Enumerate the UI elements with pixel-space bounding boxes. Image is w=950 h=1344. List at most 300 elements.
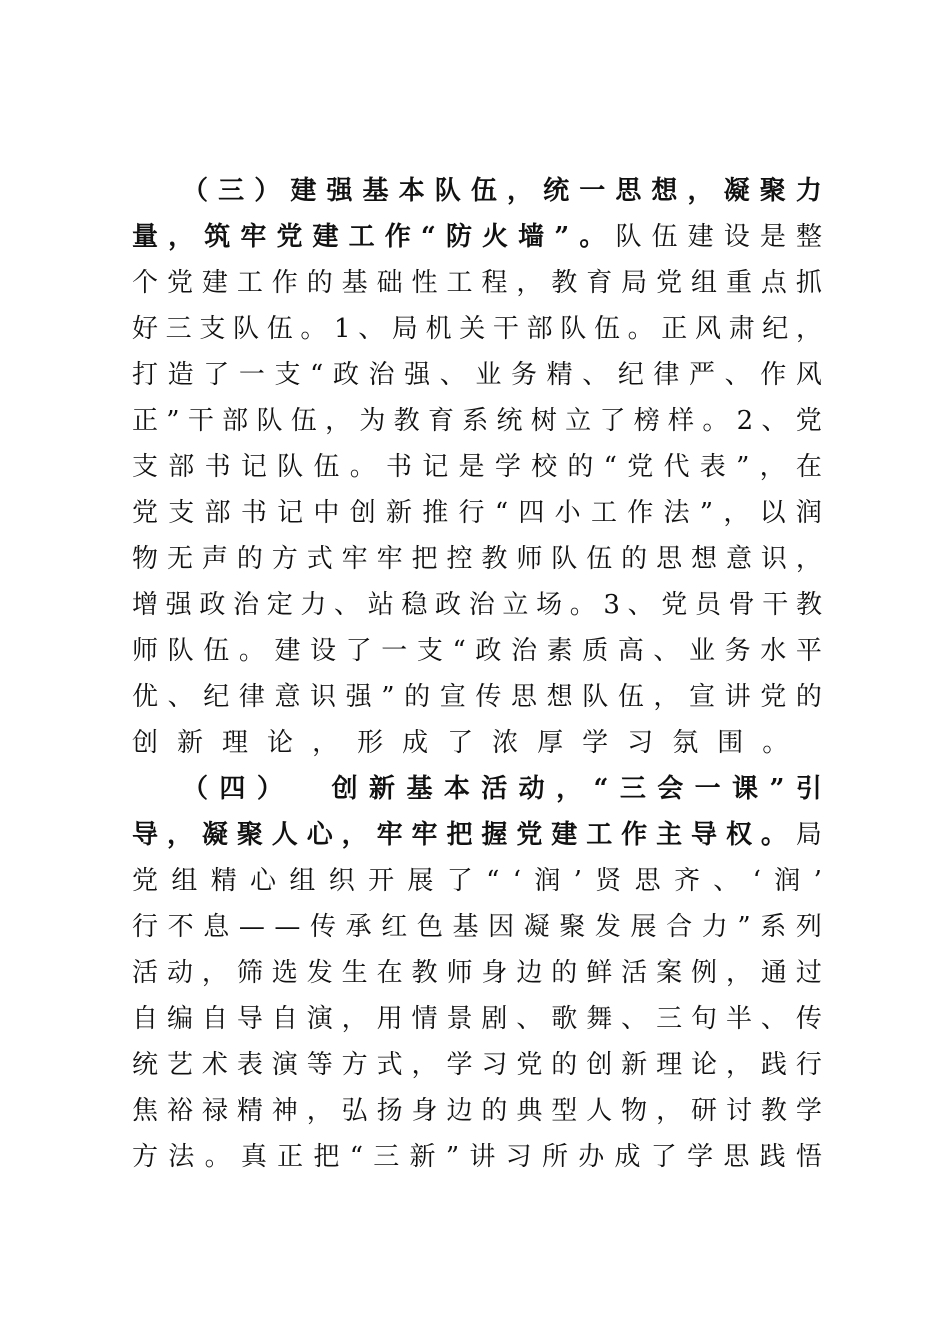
text-char: 师 — [132, 636, 159, 666]
text-char: 部 — [168, 452, 195, 482]
text-char: 书 — [240, 498, 267, 528]
bold-char: 一 — [579, 176, 606, 206]
text-char: 党 — [627, 452, 654, 482]
bold-char: ， — [341, 820, 368, 850]
text-char: 案 — [656, 958, 683, 988]
text-char: 识 — [760, 544, 787, 574]
bold-char: ” — [769, 774, 785, 804]
text-char: 、 — [358, 314, 385, 344]
bold-char: 新 — [369, 774, 396, 804]
text-char: “ — [486, 866, 500, 896]
text-char: 党 — [795, 406, 822, 436]
text-char: 场 — [536, 590, 563, 620]
text-char: 抓 — [795, 268, 822, 298]
bold-char: 墙 — [518, 222, 545, 252]
bold-char: 心 — [306, 820, 333, 850]
text-char: 四 — [518, 498, 545, 528]
text-char: 政 — [332, 360, 359, 390]
text-char: 教 — [760, 1096, 787, 1126]
paragraph-1-line-8 — [132, 496, 822, 530]
text-char: 党 — [516, 1050, 543, 1080]
text-char: 活 — [621, 958, 648, 988]
text-char: 风 — [694, 314, 721, 344]
text-char: 润 — [534, 866, 561, 896]
text-char: 润 — [795, 498, 822, 528]
paragraph-1-line-2 — [132, 220, 822, 254]
text-char: 术 — [201, 1050, 228, 1080]
text-char: 高 — [617, 636, 644, 666]
bold-char: 主 — [656, 820, 683, 850]
text-char: 色 — [416, 912, 443, 942]
text-char: 的 — [404, 682, 431, 712]
text-char: 论 — [267, 728, 294, 758]
text-char: 、 — [167, 682, 194, 712]
text-char: 凝 — [523, 912, 550, 942]
text-char: 用 — [376, 1004, 403, 1034]
text-char: 习 — [627, 728, 654, 758]
bold-char: 基 — [362, 176, 389, 206]
text-char: 息 — [203, 912, 230, 942]
text-char: 业 — [475, 360, 502, 390]
bold-char: 防 — [445, 222, 472, 252]
bold-char: 会 — [657, 774, 684, 804]
text-char: 在 — [795, 452, 822, 482]
text-char: 组 — [691, 268, 718, 298]
text-char: 记 — [240, 452, 267, 482]
text-char: 打 — [132, 360, 159, 390]
text-char: 干 — [762, 590, 789, 620]
text-char: 思 — [634, 866, 661, 896]
text-char: 、 — [621, 1004, 648, 1034]
bold-char: 一 — [694, 774, 721, 804]
text-char: 型 — [551, 1096, 578, 1126]
paragraph-1-line-4 — [132, 312, 822, 346]
text-char: 纪 — [203, 682, 230, 712]
text-char: 治 — [233, 590, 260, 620]
text-char: 创 — [586, 1050, 613, 1080]
text-char: ， — [725, 958, 752, 988]
text-char: 部 — [204, 498, 231, 528]
text-char: ， — [341, 1004, 368, 1034]
text-char: 组 — [171, 866, 198, 896]
text-char: 推 — [422, 498, 449, 528]
text-char: 政 — [199, 590, 226, 620]
text-char: ， — [411, 1050, 438, 1080]
text-char: 强 — [165, 590, 192, 620]
text-char: 队 — [615, 222, 642, 252]
text-char: 三 — [373, 1142, 400, 1172]
text-char: 学 — [582, 728, 609, 758]
text-char: 教 — [551, 268, 578, 298]
bold-char: 队 — [434, 176, 461, 206]
text-char: 的 — [306, 268, 333, 298]
text-char: 作 — [627, 498, 654, 528]
text-char: 立 — [502, 590, 529, 620]
text-char: 优 — [132, 682, 159, 712]
text-char: 强 — [345, 682, 372, 712]
text-char: 政 — [475, 636, 502, 666]
bold-char: 聚 — [759, 176, 786, 206]
text-char: 成 — [402, 728, 429, 758]
text-char: 例 — [691, 958, 718, 988]
text-char: 人 — [586, 1096, 613, 1126]
bold-char — [294, 772, 320, 806]
text-char: 、 — [724, 360, 751, 390]
text-char: 一 — [381, 636, 408, 666]
text-char: 伍 — [313, 452, 340, 482]
text-char: 神 — [271, 1096, 298, 1126]
text-char: ， — [312, 728, 339, 758]
paragraph-2-line-1 — [182, 772, 822, 806]
text-char: 统 — [132, 1050, 159, 1080]
text-char: “ — [349, 1142, 363, 1172]
text-char: 思 — [656, 544, 683, 574]
bold-char: 动 — [518, 774, 545, 804]
bold-char: 权 — [725, 820, 752, 850]
text-char: ” — [737, 912, 751, 942]
text-char: 了 — [650, 1142, 677, 1172]
text-char: 、 — [653, 636, 680, 666]
text-char: ‘ — [752, 866, 761, 896]
paragraph-2-line-4 — [132, 910, 822, 944]
text-char: 演 — [271, 1050, 298, 1080]
text-char: 党 — [166, 268, 193, 298]
text-char: 理 — [222, 728, 249, 758]
text-char: 的 — [567, 452, 594, 482]
text-char: 教 — [411, 958, 438, 988]
text-char: 新 — [385, 498, 412, 528]
text-char: 了 — [203, 360, 230, 390]
text-char: 的 — [551, 1050, 578, 1080]
text-char: 伍 — [266, 314, 293, 344]
paragraph-2-line-5 — [132, 956, 822, 990]
text-char: 纪 — [762, 314, 789, 344]
text-char: 焦 — [132, 1096, 159, 1126]
text-char: 行 — [132, 912, 159, 942]
text-char: 牢 — [341, 544, 368, 574]
bold-char: 作 — [384, 222, 411, 252]
text-char: 牢 — [376, 544, 403, 574]
bold-char: ， — [166, 820, 193, 850]
text-char: 业 — [689, 636, 716, 666]
text-char: 教 — [795, 590, 822, 620]
text-char: 发 — [306, 958, 333, 988]
text-char: 裕 — [166, 1096, 193, 1126]
text-char: 局 — [391, 314, 418, 344]
bold-char: 党 — [276, 222, 303, 252]
text-char: 承 — [345, 912, 372, 942]
text-char: 三 — [656, 1004, 683, 1034]
text-char: 导 — [236, 1004, 263, 1034]
text-char: 性 — [411, 268, 438, 298]
text-char: 平 — [795, 636, 822, 666]
bold-char: 本 — [443, 774, 470, 804]
text-char: 把 — [313, 1142, 340, 1172]
text-char: 定 — [266, 590, 293, 620]
text-char: 法 — [663, 498, 690, 528]
text-char: 队 — [551, 544, 578, 574]
paragraph-2-line-3 — [132, 864, 822, 898]
text-char: 齐 — [673, 866, 700, 896]
text-char: 支 — [199, 314, 226, 344]
text-char: 传 — [795, 1004, 822, 1034]
text-char: 样 — [668, 406, 695, 436]
paragraph-1-line-13 — [132, 726, 822, 760]
text-char: 律 — [238, 682, 265, 712]
paragraph-1-line-1 — [182, 174, 822, 208]
text-char: 骨 — [728, 590, 755, 620]
text-char: 过 — [795, 958, 822, 988]
text-char: 代 — [663, 452, 690, 482]
text-char: 方 — [341, 1050, 368, 1080]
text-char: 、 — [582, 360, 609, 390]
text-char: 治 — [468, 590, 495, 620]
text-char: 程 — [481, 268, 508, 298]
bold-char: ， — [556, 774, 583, 804]
text-char: 纪 — [617, 360, 644, 390]
text-char: 论 — [691, 1050, 718, 1080]
text-char: 学 — [795, 1096, 822, 1126]
paragraph-1-line-5 — [132, 358, 822, 392]
text-char: 立 — [565, 406, 592, 436]
text-char: 歌 — [551, 1004, 578, 1034]
text-char: 设 — [310, 636, 337, 666]
text-char: 正 — [132, 406, 159, 436]
text-char: 统 — [496, 406, 523, 436]
text-char: 部 — [222, 406, 249, 436]
text-char: 记 — [277, 498, 304, 528]
text-char: 展 — [407, 866, 434, 896]
bold-char: 引 — [795, 774, 822, 804]
text-char: 行 — [458, 498, 485, 528]
text-char: 践 — [760, 1050, 787, 1080]
text-char: 点 — [760, 268, 787, 298]
text-char: 务 — [724, 636, 751, 666]
text-char: 记 — [422, 452, 449, 482]
text-char: 队 — [277, 452, 304, 482]
text-char: 伍 — [593, 314, 620, 344]
text-char: ， — [795, 544, 822, 574]
text-char: 控 — [446, 544, 473, 574]
bold-char: 三 — [619, 774, 646, 804]
text-char: 是 — [458, 452, 485, 482]
text-char: 围 — [717, 728, 744, 758]
text-char: 的 — [621, 544, 648, 574]
bold-char: 。 — [760, 820, 787, 850]
text-char: 。 — [300, 314, 327, 344]
text-char: 校 — [531, 452, 558, 482]
text-char: 干 — [187, 406, 214, 436]
text-char: ， — [723, 498, 750, 528]
bold-char: 牢 — [376, 820, 403, 850]
text-char: 、 — [761, 406, 788, 436]
text-char: 列 — [795, 912, 822, 942]
text-char: “ — [494, 498, 509, 528]
text-char: 整 — [795, 222, 822, 252]
text-char: 师 — [516, 544, 543, 574]
text-char: 系 — [462, 406, 489, 436]
text-char: 榜 — [633, 406, 660, 436]
bold-char: 思 — [615, 176, 642, 206]
text-char: 理 — [656, 1050, 683, 1080]
text-char: 因 — [488, 912, 515, 942]
text-char: 不 — [167, 912, 194, 942]
bold-char: 建 — [290, 176, 317, 206]
paragraph-1-line-9 — [132, 542, 822, 576]
bold-char: 人 — [271, 820, 298, 850]
paragraph-2-line-2 — [132, 818, 822, 852]
text-char: 是 — [759, 222, 786, 252]
text-char: 筛 — [236, 958, 263, 988]
bold-char: ， — [506, 176, 533, 206]
bold-char: 工 — [348, 222, 375, 252]
text-char: 党 — [132, 866, 159, 896]
text-char: 增 — [132, 590, 159, 620]
text-char: 典 — [516, 1096, 543, 1126]
text-char: ’ — [813, 866, 822, 896]
text-char: 机 — [425, 314, 452, 344]
text-char: 真 — [240, 1142, 267, 1172]
bold-char: 力 — [795, 176, 822, 206]
text-char: 悟 — [795, 1142, 822, 1172]
text-char: 。 — [762, 728, 789, 758]
text-char: 队 — [560, 314, 587, 344]
text-char: 自 — [201, 1004, 228, 1034]
text-char: 局 — [621, 268, 648, 298]
paragraph-2-line-7 — [132, 1048, 822, 1082]
text-char: 作 — [271, 268, 298, 298]
text-char: 法 — [168, 1142, 195, 1172]
text-char: 生 — [341, 958, 368, 988]
text-char: 意 — [725, 544, 752, 574]
paragraph-2-line-8 — [132, 1094, 822, 1128]
bold-char: 活 — [481, 774, 508, 804]
text-char: 以 — [759, 498, 786, 528]
text-char: 讨 — [725, 1096, 752, 1126]
text-char: 合 — [666, 912, 693, 942]
text-char: 育 — [427, 406, 454, 436]
text-char: 。 — [627, 314, 654, 344]
text-char: 方 — [132, 1142, 159, 1172]
text-char: 支 — [274, 360, 301, 390]
text-char: 工 — [590, 498, 617, 528]
text-char: 党 — [760, 682, 787, 712]
text-char: 治 — [510, 636, 537, 666]
text-char: 讲 — [724, 682, 751, 712]
text-char: 学 — [687, 1142, 714, 1172]
text-char: 表 — [699, 452, 726, 482]
text-char: 精 — [210, 866, 237, 896]
text-char: ， — [795, 314, 822, 344]
paragraph-1-line-11 — [132, 634, 822, 668]
bold-char: ） — [254, 176, 281, 206]
text-char: 律 — [653, 360, 680, 390]
bold-char: “ — [593, 774, 609, 804]
text-char: ， — [725, 1050, 752, 1080]
bold-char: 。 — [579, 222, 606, 252]
text-char: ， — [306, 1096, 333, 1126]
text-char: 宣 — [439, 682, 466, 712]
text-char: 通 — [760, 958, 787, 988]
text-char: 党 — [656, 268, 683, 298]
bold-char: （ — [182, 176, 209, 206]
text-char: 习 — [481, 1050, 508, 1080]
paragraph-1-line-3 — [132, 266, 822, 300]
text-char: 讲 — [469, 1142, 496, 1172]
text-char: 础 — [376, 268, 403, 298]
text-char: ‘ — [512, 866, 521, 896]
paragraph-1-line-12 — [132, 680, 822, 714]
text-char: 支 — [132, 452, 159, 482]
text-char: 三 — [165, 314, 192, 344]
text-char: 活 — [132, 958, 159, 988]
text-char: 、 — [439, 360, 466, 390]
text-char: 发 — [594, 912, 621, 942]
text-char: 伍 — [651, 222, 678, 252]
text-char: 基 — [452, 912, 479, 942]
text-char: “ — [310, 360, 324, 390]
text-char: 学 — [494, 452, 521, 482]
bold-char: 量 — [132, 222, 159, 252]
bold-char: 牢 — [240, 222, 267, 252]
text-char: 伍 — [290, 406, 317, 436]
paragraph-1-line-7 — [132, 450, 822, 484]
text-char: 队 — [167, 636, 194, 666]
text-char: 扬 — [376, 1096, 403, 1126]
text-char: 一 — [238, 360, 265, 390]
text-char: 部 — [526, 314, 553, 344]
text-char: 识 — [310, 682, 337, 712]
text-char: ， — [325, 406, 352, 436]
paragraph-1-line-6 — [132, 404, 822, 438]
text-char: 厚 — [537, 728, 564, 758]
text-char: 的 — [236, 544, 263, 574]
text-char: 员 — [694, 590, 721, 620]
text-char: 思 — [510, 682, 537, 712]
text-char: 的 — [481, 1096, 508, 1126]
text-char: 织 — [328, 866, 355, 896]
bold-char: 课 — [732, 774, 759, 804]
text-char: 声 — [201, 544, 228, 574]
text-char: 设 — [723, 222, 750, 252]
text-char: 想 — [546, 682, 573, 712]
text-char: 红 — [381, 912, 408, 942]
text-char: 编 — [166, 1004, 193, 1034]
bold-char: 作 — [621, 820, 648, 850]
text-char: 强 — [404, 360, 431, 390]
text-char: 行 — [795, 1050, 822, 1080]
text-char: 正 — [277, 1142, 304, 1172]
text-char: 支 — [416, 636, 443, 666]
bold-char: 本 — [398, 176, 425, 206]
bold-char: 建 — [551, 820, 578, 850]
paragraph-1-line-10 — [132, 588, 822, 622]
bold-char: 基 — [406, 774, 433, 804]
text-char: 所 — [541, 1142, 568, 1172]
bold-char: 伍 — [470, 176, 497, 206]
text-char: 剧 — [481, 1004, 508, 1034]
text-char: 在 — [376, 958, 403, 988]
text-char: 弘 — [341, 1096, 368, 1126]
bold-char: 强 — [326, 176, 353, 206]
text-char: 宣 — [689, 682, 716, 712]
bold-char: 建 — [312, 222, 339, 252]
text-char: 支 — [168, 498, 195, 528]
text-char: 边 — [446, 1096, 473, 1126]
text-char: 、 — [760, 1004, 787, 1034]
text-char: 小 — [554, 498, 581, 528]
text-char: 。 — [702, 406, 729, 436]
